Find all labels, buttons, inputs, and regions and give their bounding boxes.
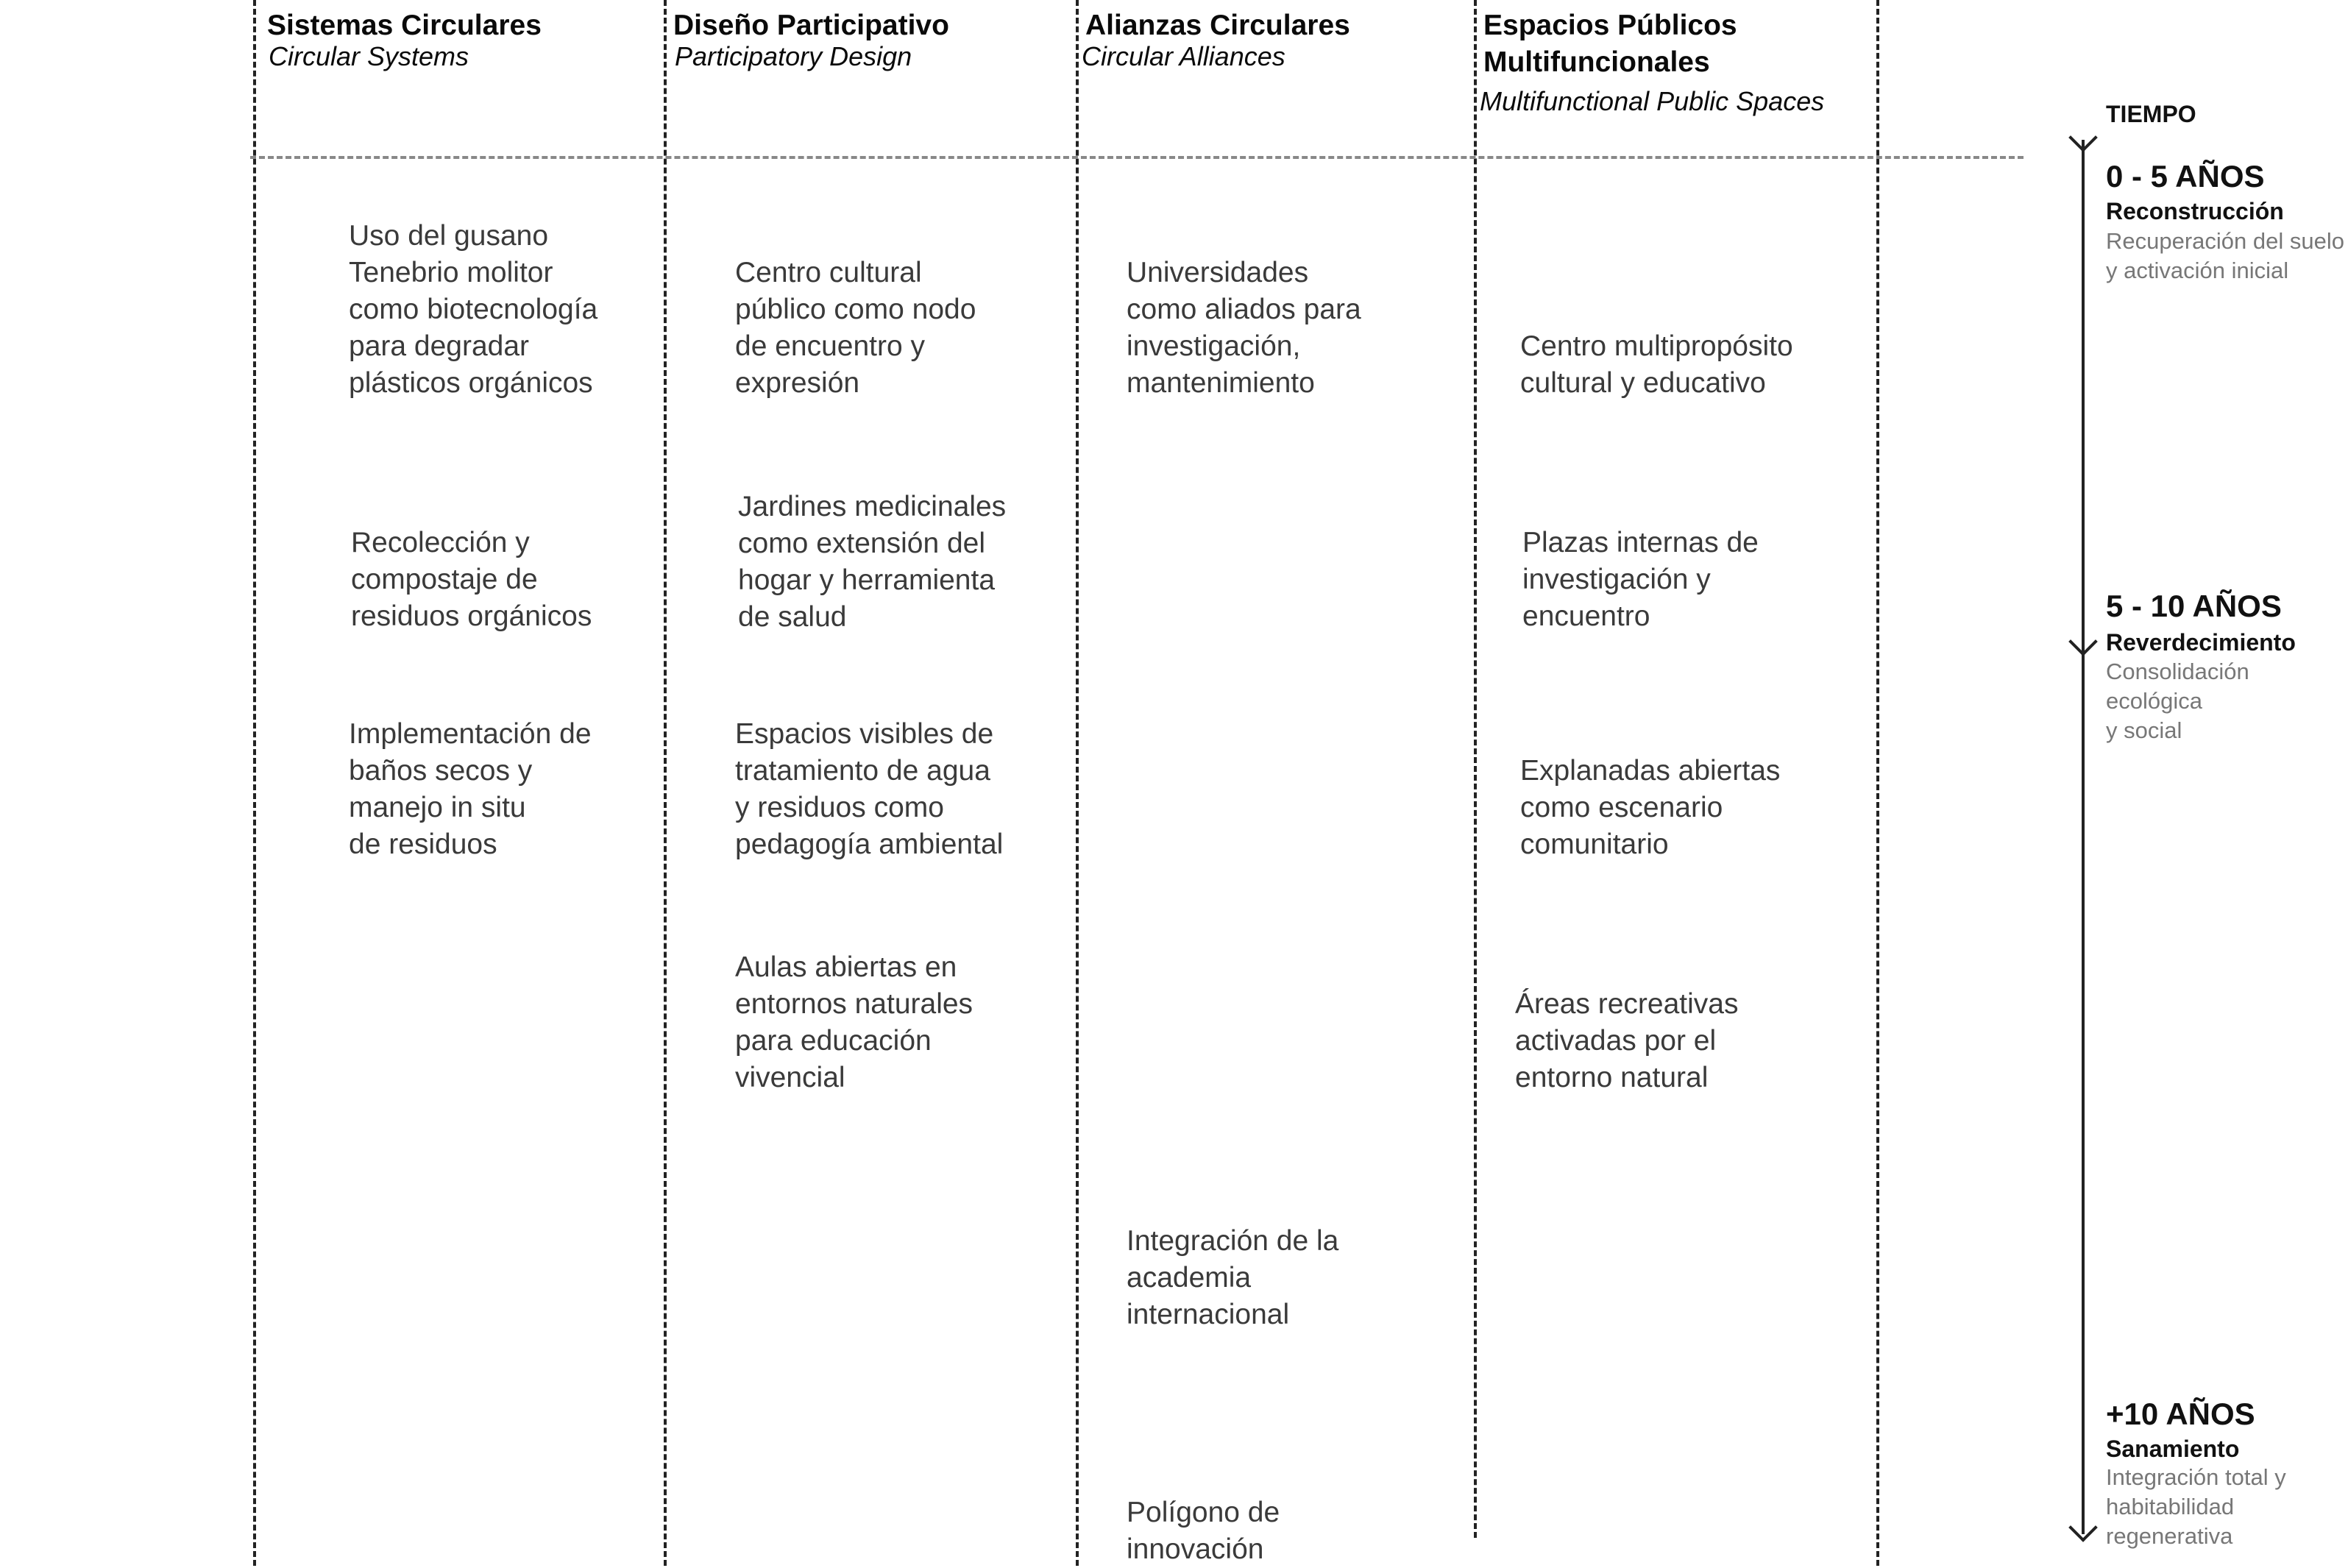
list-item: Universidades como aliados para investigación, mantenimiento <box>1127 257 1361 399</box>
column-subtitle-circular-systems: Circular Systems <box>269 41 469 71</box>
phase-range: +10 AÑOS <box>2106 1397 2255 1431</box>
list-item: Plazas internas de investigación y encuentro <box>1522 527 1759 632</box>
column-subtitle-circular-alliances: Circular Alliances <box>1082 41 1285 71</box>
list-item: Jardines medicinales como extensión del hogar y herramienta de salud <box>738 491 1007 633</box>
list-item: Aulas abiertas en entornos naturales para educación vivencial <box>735 951 973 1093</box>
column-subtitle-participatory-design: Participatory Design <box>675 41 912 71</box>
phase-name: Reconstrucción <box>2106 198 2284 224</box>
list-item: Implementación de baños secos y manejo in situ de residuos <box>349 718 592 860</box>
phase-name: Reverdecimiento <box>2106 629 2296 656</box>
list-item: Explanadas abiertas como escenario comunitario <box>1520 755 1781 860</box>
phase-range: 0 - 5 AÑOS <box>2106 159 2265 194</box>
list-item: Integración de la academia internacional <box>1127 1225 1339 1330</box>
column-subtitle-public-spaces: Multifunctional Public Spaces <box>1480 86 1825 116</box>
timeline-arrow-icon <box>2068 1513 2098 1542</box>
timeline-axis <box>2082 140 2085 1534</box>
column-divider <box>1474 0 1477 1538</box>
phase-name: Sanamiento <box>2106 1436 2240 1462</box>
list-item: Polígono de innovación <box>1127 1497 1280 1565</box>
phase-description: Integración total y habitabilidad regenerativa <box>2106 1464 2286 1549</box>
column-divider <box>664 0 667 1566</box>
column-title-circular-alliances: Alianzas Circulares <box>1085 10 1350 41</box>
list-item: Espacios visibles de tratamiento de agua y residuos como pedagogía ambiental <box>735 718 1004 860</box>
column-title-public-spaces: Espacios Públicos Multifuncionales <box>1483 10 1737 78</box>
list-item: Centro cultural público como nodo de encuentro y expresión <box>735 257 976 399</box>
column-divider <box>1876 0 1879 1566</box>
column-title-circular-systems: Sistemas Circulares <box>267 10 542 41</box>
list-item: Centro multipropósito cultural y educativo <box>1520 330 1793 399</box>
timeline-arrow-icon <box>2068 123 2098 152</box>
phase-description: Consolidación ecológica y social <box>2106 659 2249 743</box>
timeline-label: TIEMPO <box>2106 101 2196 127</box>
list-item: Áreas recreativas activadas por el entorno natural <box>1515 988 1739 1093</box>
column-divider <box>253 0 256 1566</box>
column-divider <box>1076 0 1079 1566</box>
column-title-participatory-design: Diseño Participativo <box>673 10 949 41</box>
header-divider <box>250 156 2024 159</box>
list-item: Recolección y compostaje de residuos orgánicos <box>351 527 592 632</box>
list-item: Uso del gusano Tenebrio molitor como biotecnología para degradar plásticos orgánicos <box>349 220 598 399</box>
timeline-arrow-icon <box>2068 627 2098 656</box>
phase-range: 5 - 10 AÑOS <box>2106 589 2282 623</box>
phase-description: Recuperación del suelo y activación inicial <box>2106 228 2344 283</box>
